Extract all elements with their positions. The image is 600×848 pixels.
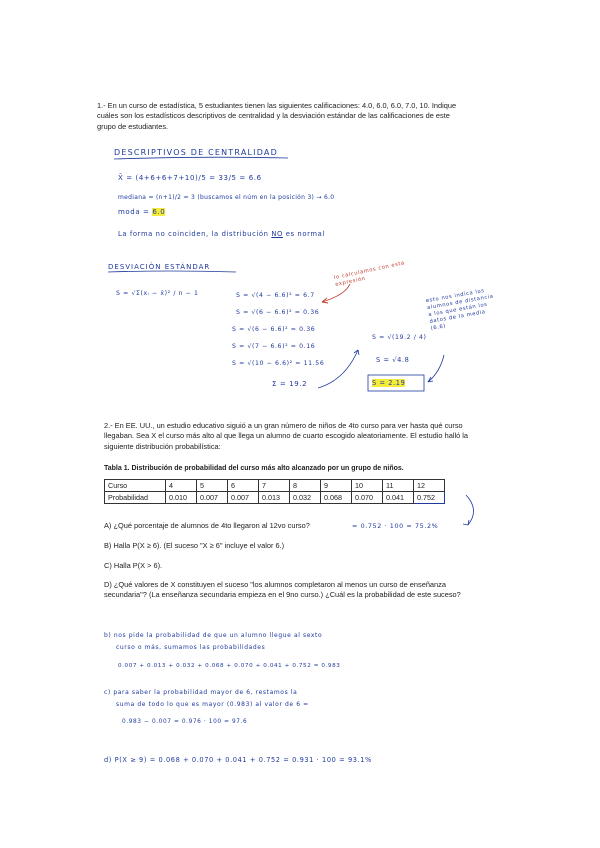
answer-c-calc: 0.983 − 0.007 = 0.976 · 100 = 97.6: [122, 719, 248, 725]
prob-cell: 0.007: [197, 492, 228, 504]
prob-cell: 0.070: [352, 492, 383, 504]
heading-centralidad: DESCRIPTIVOS DE CENTRALIDAD: [114, 148, 278, 157]
conclusion-b: es normal: [285, 230, 325, 238]
curso-cell: 10: [352, 480, 383, 492]
question-1-text: 1.- En un curso de estadística, 5 estudiantes tienen las siguientes calificaciones: 4.0, 6.0, 6.0, 7.0, 10. Indique cuáles son los estadísticos descriptivos de centralidad y la desviación estándar de las calificaciones de este grupo de estudiantes.: [97, 101, 457, 131]
term-4: S = √(7 − 6.6)² = 0.16: [232, 343, 316, 350]
prob-cell: 0.068: [321, 492, 352, 504]
curso-cell: 12: [414, 480, 445, 492]
sum-line: Σ = 19.2: [272, 380, 308, 388]
mode-value: 6.0: [152, 208, 166, 216]
answer-b-calc: 0.007 + 0.013 + 0.032 + 0.068 + 0.070 + 0.041 + 0.752 = 0.983: [118, 663, 341, 669]
mean-line: X̄ = (4+6+6+7+10)/5 = 33/5 = 6.6: [118, 174, 262, 182]
prob-cell-highlighted: 0.752: [414, 492, 445, 504]
row-label-probabilidad: Probabilidad: [105, 492, 166, 504]
table-row-curso: [105, 480, 445, 492]
question-b: B) Halla P(X ≥ 6). (El suceso "X ≥ 6" incluye el valor 6.): [104, 541, 285, 550]
prob-cell: 0.041: [383, 492, 414, 504]
curso-cell: 8: [290, 480, 321, 492]
mode-line: [118, 208, 165, 216]
curso-cell: 9: [321, 480, 352, 492]
note-red: lo calculamos con esta expresión: [333, 260, 406, 288]
s-result: S = 2.19: [372, 379, 406, 387]
conclusion-a: La forma no coinciden, la distribución: [118, 230, 269, 238]
question-d: D) ¿Qué valores de X constituyen el suceso "los alumnos completaron al menos un curso de enseñanza secundaria"? (La enseñanza secundaria empieza en el 9no curso.) ¿Cuál es la probabilidad de este suceso?: [104, 580, 461, 600]
s-sqrt: S = √4.8: [376, 356, 410, 364]
prob-cell: 0.007: [228, 492, 259, 504]
conclusion-no: NO: [271, 230, 283, 238]
question-2-intro: 2.- En EE. UU., un estudio educativo siguió a un gran número de niños de 4to curso para ver hasta qué curso llegaban. Sea X el curso más alto al que llega un alumno de cuarto escogido aleatoriamente. El estudio halló la siguiente distribución probabilística:: [104, 421, 469, 451]
answer-b-line1: b) nos pide la probabilidad de que un alumno llegue al sexto: [104, 632, 323, 639]
prob-cell: 0.032: [290, 492, 321, 504]
answer-c-line1: c) para saber la probabilidad mayor de 6, restamos la: [104, 689, 298, 696]
answer-c-line2: suma de todo lo que es mayor (0.983) al valor de 6 =: [116, 701, 309, 708]
row-label-curso: Curso: [105, 480, 166, 492]
answer-a: [352, 522, 438, 530]
question-a: A) ¿Qué porcentaje de alumnos de 4to llegaron al 12vo curso?: [104, 521, 310, 530]
curso-cell: 6: [228, 480, 259, 492]
median-line: mediana = (n+1)/2 = 3 (buscamos el núm en la posición 3) → 6.0: [118, 194, 335, 201]
prob-cell: 0.010: [166, 492, 197, 504]
curso-cell: 4: [166, 480, 197, 492]
s-div: S = √(19.2 / 4): [372, 334, 427, 341]
mode-label: moda =: [118, 208, 153, 216]
conclusion-line: [118, 230, 325, 238]
term-3: S = √(6 − 6.6)² = 0.36: [232, 326, 316, 333]
table-title: Tabla 1. Distribución de probabilidad del curso más alto alcanzado por un grupo de niños.: [104, 465, 404, 472]
formula-std: S = √Σ(xᵢ − x̄)² / n − 1: [116, 290, 199, 297]
term-2: S = √(6 − 6.6)² = 0.36: [236, 309, 320, 316]
prob-cell: 0.013: [259, 492, 290, 504]
term-1: S = √(4 − 6.6)² = 6.7: [236, 292, 315, 299]
note-blue: esto nos indica los alumnos de distancia a los que están los datos de la media (6.6): [425, 288, 495, 332]
heading-desviacion: DESVIACIÓN ESTÁNDAR: [108, 263, 211, 271]
curso-cell: 11: [383, 480, 414, 492]
probability-table: [104, 479, 445, 504]
answer-d: d) P(X ≥ 9) = 0.068 + 0.070 + 0.041 + 0.752 = 0.931 · 100 = 93.1%: [104, 756, 372, 764]
curso-cell: 7: [259, 480, 290, 492]
curso-cell: 5: [197, 480, 228, 492]
answer-a-text: = 0.752 · 100 = 75.2%: [352, 522, 439, 530]
question-c: C) Halla P(X > 6).: [104, 561, 163, 570]
term-5: S = √(10 − 6.6)² = 11.56: [232, 360, 325, 367]
answer-b-line2: curso o más, sumamos las probabilidades: [116, 644, 266, 651]
table-row-probabilidad: [105, 492, 445, 504]
